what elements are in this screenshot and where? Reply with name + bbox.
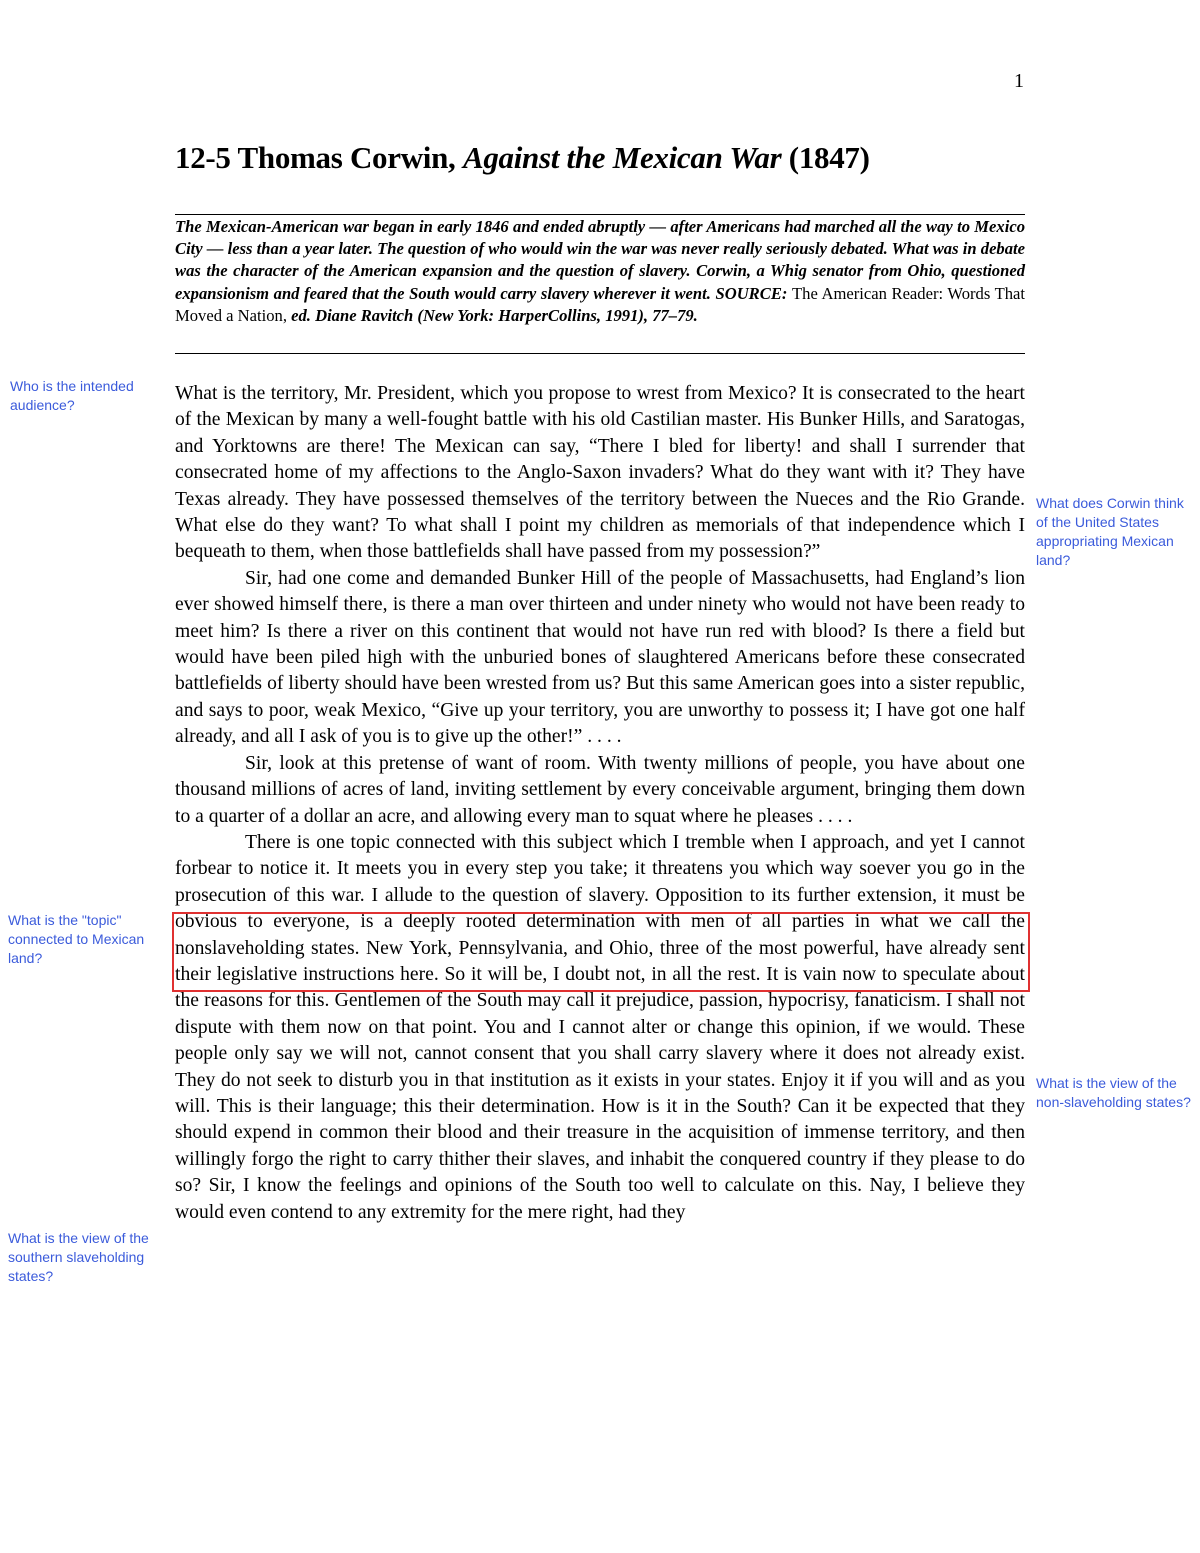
annotation-audience: Who is the intended audience?: [10, 378, 134, 413]
annotation-appropriating: What does Corwin think of the United States appropriating Mexican land?: [1036, 495, 1184, 568]
intro-bottom-rule: [175, 353, 1025, 354]
title-suffix: (1847): [781, 140, 870, 175]
intro-source-rest: ed. Diane Ravitch (New York: HarperCollins, 1991), 77–79.: [286, 305, 698, 325]
intro-top-rule: [175, 214, 1025, 215]
document-title: [175, 140, 1025, 176]
intro-text: The Mexican-American war began in early 1846 and ended abruptly — after Americans had marched all the way to Mexico City — less than a year later. The question of who would win the war was never really seriously debated. What was in debate was the character of the American expansion and the question of slavery. Corwin, a Whig senator from Ohio, questioned expansionism and feared that the South would carry slavery wherever it went. SOURCE:: [175, 217, 1025, 303]
annotation-topic: What is the "topic" connected to Mexican land?: [8, 912, 145, 966]
speech-paragraph-4: There is one topic connected with this subject which I tremble when I approach, and yet I cannot forbear to notice it. It meets you in every step you take; it threatens you which way soever you go in the prosecution of this war. I allude to the question of slavery. Opposition to its further extension, it must be obvious to everyone, is a deeply rooted determination with men of all parties in what we call the nonslaveholding states. New York, Pennsylvania, and Ohio, three of the most powerful, have already sent their legislative instructions here. So it will be, I doubt not, in all the rest. It is vain now to speculate about the reasons for this. Gentlemen of the South may call it prejudice, passion, hypocrisy, fanaticism. I shall not dispute with them now on that point. You and I cannot alter or change this opinion, if we would. These people only say we will not, cannot consent that you shall carry slavery where it does not already exist. They do not seek to disturb you in that institution as it exists in your states. Enjoy it if you will and as you will. This is their language; this their determination. How is it in the South? Can it be expected that they should expend in common their blood and their treasure in the acquisition of immense territory, and then willingly forgo the right to carry thither their slaves, and inhabit the conquered country if they please to do so? Sir, I know the feelings and opinions of the South too well to calculate on this. Nay, I believe they would even contend to any extremity for the mere right, had they: [175, 831, 1025, 1223]
annotation-nonslaveholding: What is the view of the non-slaveholding states?: [1036, 1075, 1191, 1110]
speech-paragraph-3: Sir, look at this pretense of want of room. With twenty millions of people, you have about one thousand millions of acres of land, inviting settlement by every conceivable argument, bringing them down to a quarter of a dollar an acre, and allowing every man to squat where he pleases . . . .: [175, 752, 1025, 827]
title-prefix: 12-5 Thomas Corwin,: [175, 140, 463, 175]
title-work: Against the Mexican War: [462, 140, 782, 175]
annotation-southern: What is the view of the southern slaveholding states?: [8, 1230, 149, 1284]
page-number: 1: [1014, 70, 1024, 92]
speech-paragraph-1: What is the territory, Mr. President, which you propose to wrest from Mexico? It is consecrated to the heart of the Mexican by many a well-fought battle with his old Castilian master. His Bunker Hills, and Saratogas, and Yorktowns are there! The Mexican can say, “There I bled for liberty! and shall I surrender that consecrated home of my affections to the Anglo-Saxon invaders? What do they want with it? They have Texas already. They have possessed themselves of the territory between the Nueces and the Rio Grande. What else do they want? To what shall I point my children as memorials of that independence which I bequeath to them, when those battlefields shall have passed from my possession?”: [175, 383, 1025, 563]
intro-source-title: The American Reader: Words That Moved a Nation,: [175, 283, 1025, 325]
intro-headnote: [175, 216, 1025, 327]
speech-paragraph-2: Sir, had one come and demanded Bunker Hill of the people of Massachusetts, had England’s lion ever showed himself there, is there a man over thirteen and under ninety who would not have been ready to meet him? Is there a river on this continent that would not have run red with blood? Is there a field but would have been piled high with the unburied bones of slaughtered Americans before these consecrated battlefields of liberty should have been wrested from us? But this same American goes into a sister republic, and says to poor, weak Mexico, “Give up your territory, you are unworthy to possess it; I have got one half already, and all I ask of you is to give up the other!” . . . .: [175, 567, 1025, 748]
speech-text: [175, 381, 1025, 1226]
